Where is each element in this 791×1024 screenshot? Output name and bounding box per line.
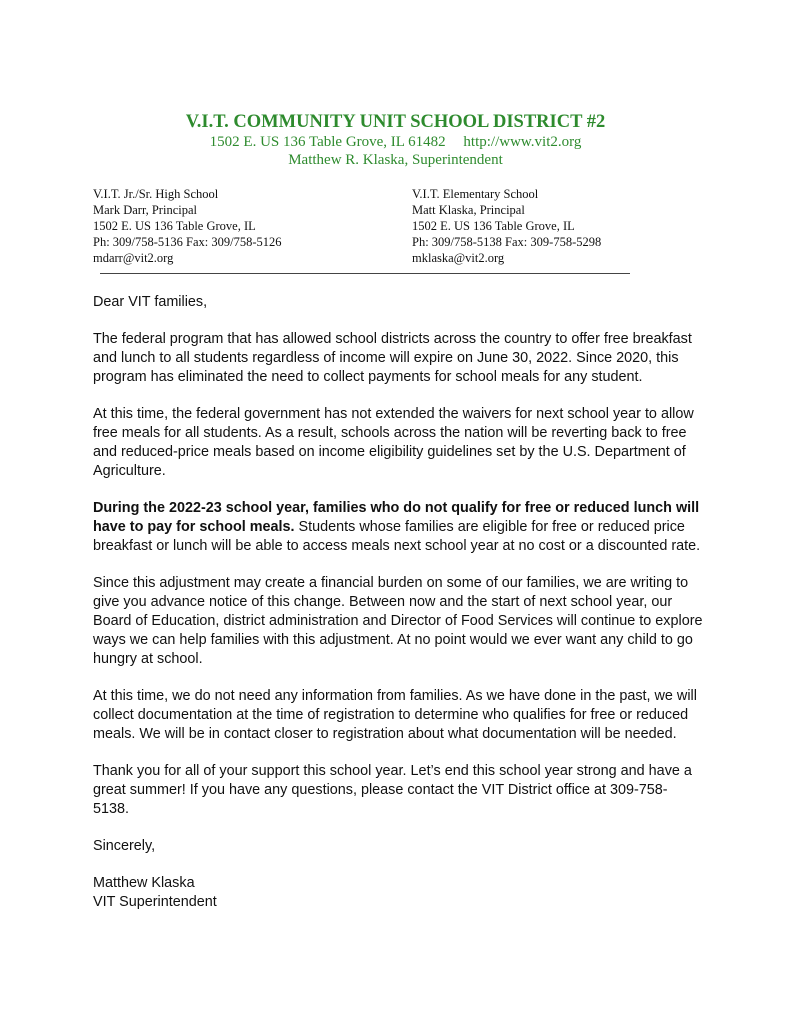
letter-body: [93, 293, 703, 912]
district-website-link[interactable]: http://www.vit2.org: [463, 134, 582, 150]
school-name: V.I.T. Elementary School: [412, 187, 539, 201]
school-address: 1502 E. US 136 Table Grove, IL: [412, 219, 575, 233]
district-address-line: [0, 134, 791, 151]
district-name: V.I.T. COMMUNITY UNIT SCHOOL DISTRICT #2: [185, 112, 606, 132]
school-principal: Matt Klaska, Principal: [412, 203, 525, 217]
school-email[interactable]: mklaska@vit2.org: [412, 251, 505, 265]
school-name: V.I.T. Jr./Sr. High School: [93, 187, 219, 201]
header-divider: [100, 273, 630, 274]
high-school-block: [93, 186, 282, 266]
paragraph-1: The federal program that has allowed school districts across the country to offer free breakfast and lunch to all students regardless of income will expire on June 30, 2022. Since 2020, this program has eliminated the need to collect payments for school meals for any student.: [93, 331, 692, 385]
school-phone: Ph: 309/758-5138 Fax: 309-758-5298: [412, 235, 602, 249]
greeting: Dear VIT families,: [93, 294, 208, 310]
paragraph-5: At this time, we do not need any information from families. As we have done in the past, we will collect documentation at the time of registration to determine who qualifies for free or reduced meals. We will be in contact closer to registration about what documentation will be needed.: [93, 688, 697, 742]
paragraph-6: Thank you for all of your support this school year. Let’s end this school year strong and have a great summer! If you have any questions, please contact the VIT District office at 309-758-5138.: [93, 763, 692, 817]
district-address: 1502 E. US 136 Table Grove, IL 61482: [209, 134, 446, 150]
paragraph-3-rest: Students whose families are eligible for free or reduced price breakfast or lunch will be able to access meals next school year at no cost or a discounted rate.: [93, 519, 701, 554]
school-address: 1502 E. US 136 Table Grove, IL: [93, 219, 256, 233]
paragraph-3-bold: During the 2022-23 school year, families who do not qualify for free or reduced lunch will have to pay for school meals.: [93, 500, 700, 535]
signer-title: VIT Superintendent: [93, 894, 217, 910]
signer-name: Matthew Klaska: [93, 875, 195, 891]
superintendent-line: Matthew R. Klaska, Superintendent: [288, 152, 503, 168]
paragraph-2: At this time, the federal government has not extended the waivers for next school year to allow free meals for all students. As a result, schools across the nation will be reverting back to free and reduced-price meals based on income eligibility guidelines set by the U.S. Department of Agriculture.: [93, 406, 694, 479]
school-phone: Ph: 309/758-5136 Fax: 309/758-5126: [93, 235, 282, 249]
paragraph-4: Since this adjustment may create a financial burden on some of our families, we are writing to give you advance notice of this change. Between now and the start of next school year, our Board of Education, district administration and Director of Food Services will continue to explore ways we can help families with this adjustment. At no point would we ever want any child to go hungry at school.: [93, 575, 703, 667]
closing: Sincerely,: [93, 838, 156, 854]
paragraph-3: [93, 499, 703, 556]
school-principal: Mark Darr, Principal: [93, 203, 197, 217]
school-email[interactable]: mdarr@vit2.org: [93, 251, 174, 265]
signature-block: [93, 874, 703, 912]
elementary-school-block: [412, 186, 601, 266]
